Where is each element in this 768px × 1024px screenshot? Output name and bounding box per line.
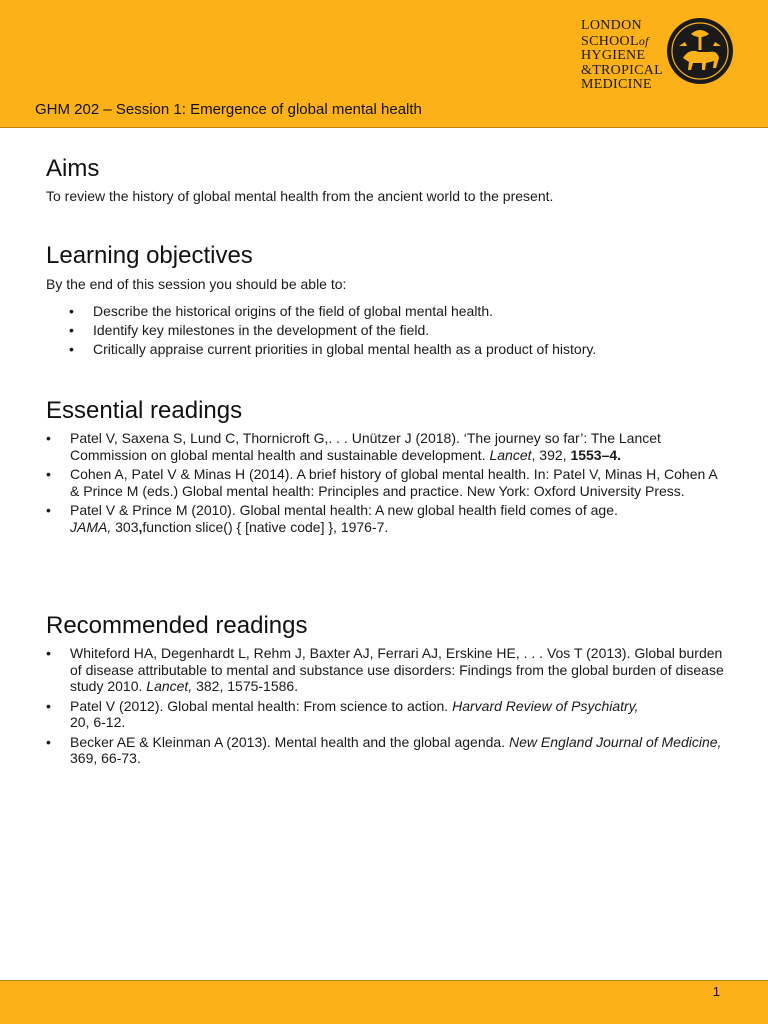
reading-item: • Patel V (2012). Global mental health: From science to action. Harvard Review of Psychiatry, 20, 6-12. [46, 698, 726, 731]
logo-line-medicine: MEDICINE [581, 77, 652, 92]
objective-item: • Identify key milestones in the development of the field. [46, 321, 596, 340]
reading-item: • Patel V & Prince M (2010). Global mental health: A new global health field comes of age. JAMA, 303,function slice() { [native code] }, 1976-7. [46, 502, 726, 535]
recommended-readings-list [46, 645, 726, 770]
school-seal-icon [665, 16, 735, 86]
objective-item: • Critically appraise current priorities in global mental health as a product of history. [46, 340, 596, 359]
course-session-title: GHM 202 – Session 1: Emergence of global mental health [35, 101, 422, 118]
reading-item: • Cohen A, Patel V & Minas H (2014). A brief history of global mental health. In: Patel V, Minas H, Cohen A & Prince M (eds.) Global mental health: Principles and practice. New York: Oxford University Press. [46, 466, 726, 499]
objectives-intro: By the end of this session you should be able to: [46, 276, 347, 292]
logo-line-school: SCHOOLof [581, 33, 649, 49]
header-band [0, 0, 768, 128]
essential-readings-heading: Essential readings [46, 397, 243, 424]
objectives-heading: Learning objectives [46, 242, 253, 269]
logo-line-hygiene: HYGIENE [581, 48, 646, 63]
footer-band [0, 980, 768, 1024]
aims-text: To review the history of global mental health from the ancient world to the present. [46, 188, 554, 204]
reading-item: • Whiteford HA, Degenhardt L, Rehm J, Baxter AJ, Ferrari AJ, Erskine HE, . . . Vos T (2013). Global burden of disease attributable to mental and substance use disorders: Findings from the global burden of disease study 2010. Lancet, 382, 1575-1586. [46, 645, 726, 695]
reading-item: • Becker AE & Kleinman A (2013). Mental health and the global agenda. New England Journal of Medicine, 369, 66-73. [46, 734, 726, 767]
page-number: 1 [712, 984, 720, 999]
school-logo-wordmark [581, 19, 663, 93]
reading-pages: , 1976-7. [333, 518, 389, 535]
reading-item: • Patel V, Saxena S, Lund C, Thornicroft G,. . . Unützer J (2018). ‘The journey so far’: The Lancet Commission on global mental health and sustainable development. Lancet, 392, 1553–4. [46, 430, 726, 463]
aims-heading: Aims [46, 155, 100, 182]
recommended-readings-heading: Recommended readings [46, 612, 308, 639]
logo-line-london: LONDON [581, 18, 642, 33]
objective-item: • Describe the historical origins of the field of global mental health. [46, 302, 596, 321]
essential-readings-list [46, 430, 726, 538]
objectives-list [46, 302, 596, 359]
logo-line-tropical: &TROPICAL [581, 62, 664, 78]
